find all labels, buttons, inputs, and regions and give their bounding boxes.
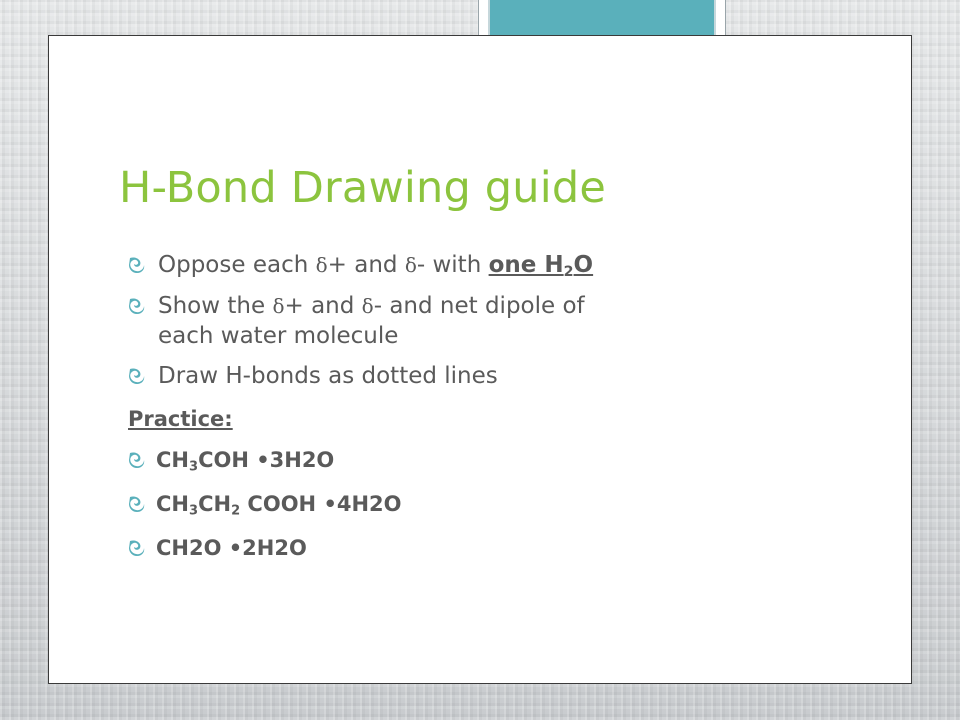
practice-1-sub: 3: [189, 459, 199, 475]
practice-2-text-c: COOH •4H2O: [240, 492, 402, 516]
bullet-icon: [128, 538, 146, 558]
practice-heading: Practice:: [128, 407, 233, 431]
practice-1-text-b: COH •3H2O: [198, 448, 335, 472]
delta-symbol: δ: [272, 294, 285, 318]
one-water-emphasis: [489, 252, 594, 278]
practice-item-2: [128, 489, 848, 519]
slide-title: H-Bond Drawing guide: [119, 163, 607, 213]
bullet-icon: [128, 296, 146, 316]
practice-item-1: [128, 445, 848, 475]
practice-1-text-a: CH: [156, 448, 189, 472]
bullet-show-text-2: + and: [284, 293, 362, 319]
one-water-text-2: O: [573, 252, 594, 278]
slide-content: [128, 250, 848, 563]
practice-2-text-b: CH: [198, 492, 232, 516]
bullet-show-text-4: each water molecule: [158, 323, 399, 349]
practice-2-text-a: CH: [156, 492, 189, 516]
bullet-show-text-1: Show the: [158, 293, 273, 319]
bullet-show-text-3: - and net dipole of: [373, 293, 585, 319]
bullet-icon: [128, 494, 146, 514]
bullet-icon: [128, 450, 146, 470]
one-water-subscript: 2: [563, 263, 574, 280]
bullet-oppose: [128, 250, 848, 281]
practice-2-sub-a: 3: [189, 503, 199, 519]
delta-symbol: δ: [315, 253, 328, 277]
bullet-oppose-text-2: + and: [327, 252, 405, 278]
one-water-text-1: one H: [488, 252, 564, 278]
bullet-oppose-text-1: Oppose each: [158, 252, 316, 278]
bullet-show-dipole: [128, 291, 848, 351]
bullet-oppose-text-3: - with: [416, 252, 489, 278]
delta-symbol: δ: [404, 253, 417, 277]
delta-symbol: δ: [361, 294, 374, 318]
practice-3-text: CH2O •2H2O: [156, 536, 307, 560]
bullet-draw-hbonds: [128, 361, 848, 392]
practice-2-sub-b: 2: [231, 503, 241, 519]
practice-item-3: [128, 533, 848, 563]
bullet-icon: [128, 366, 146, 386]
bullet-draw-text: Draw H-bonds as dotted lines: [158, 363, 498, 389]
bullet-icon: [128, 255, 146, 275]
